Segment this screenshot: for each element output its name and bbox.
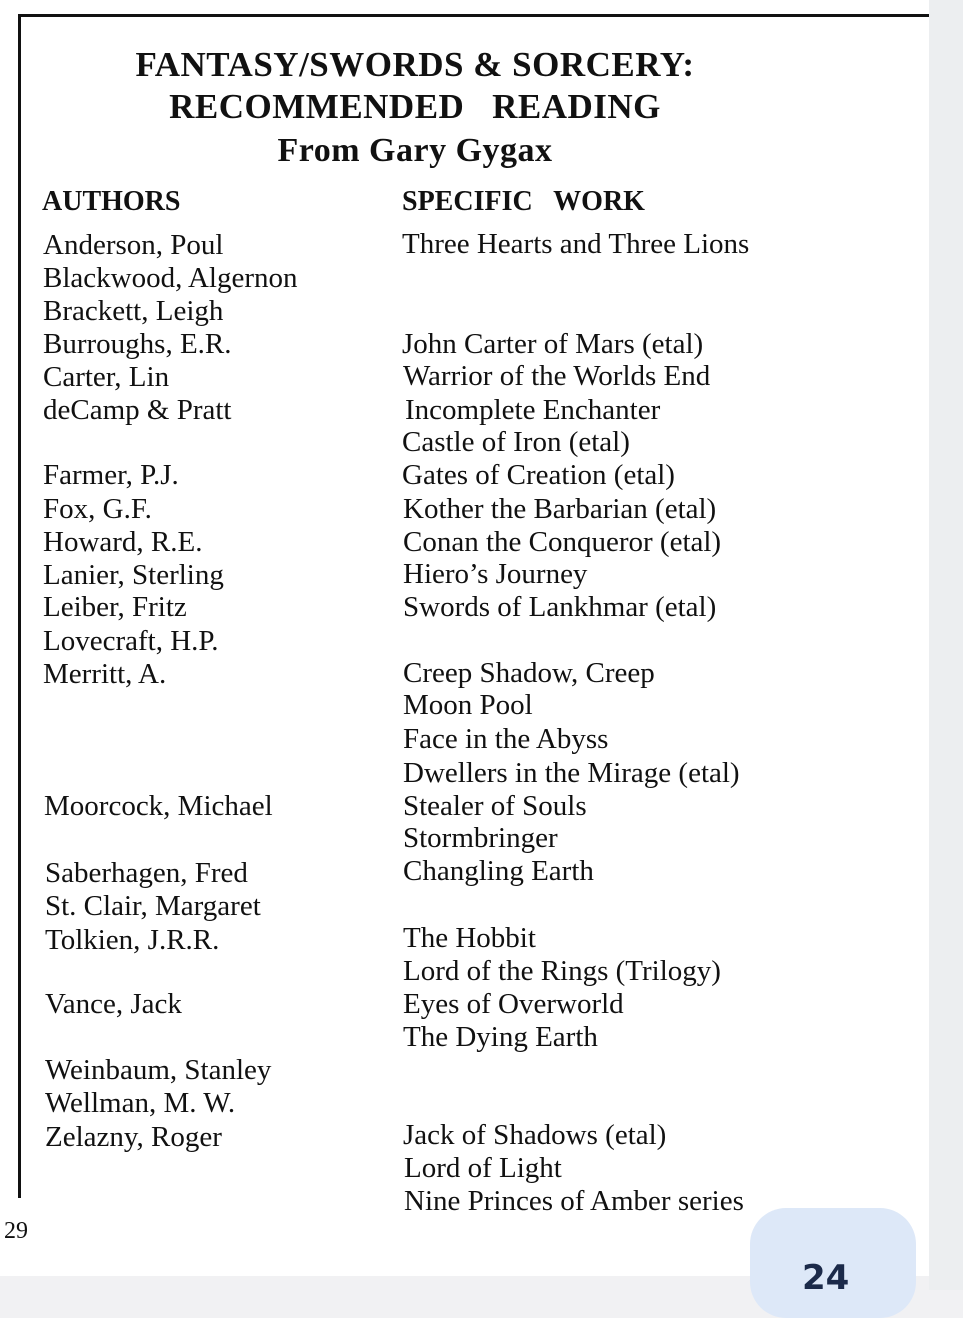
work-entry: Incomplete Enchanter [405,394,661,426]
work-entry: Hiero’s Journey [403,558,588,590]
document-title-line-1: FANTASY/SWORDS & SORCERY: [135,45,695,84]
work-entry: Eyes of Overworld [403,988,624,1020]
author-entry: Saberhagen, Fred [45,857,248,889]
author-entry: Anderson, Poul [43,229,224,261]
author-entry: Fox, G.F. [43,493,152,525]
work-entry: Castle of Iron (etal) [402,426,630,458]
page-number: 29 [4,1218,28,1244]
author-entry: Farmer, P.J. [43,459,179,491]
work-entry: Kother the Barbarian (etal) [403,493,717,525]
author-entry: deCamp & Pratt [43,394,232,426]
document-subtitle: From Gary Gygax [277,132,553,169]
work-entry: John Carter of Mars (etal) [402,328,704,360]
authors-column-header: AUTHORS [42,186,181,217]
author-entry: Carter, Lin [43,361,170,393]
work-entry: Conan the Conqueror (etal) [403,526,722,558]
work-entry: Stealer of Souls [403,790,587,822]
author-entry: Vance, Jack [45,988,182,1020]
author-entry: Burroughs, E.R. [43,328,232,360]
page-border-left [18,14,21,1198]
work-entry: The Hobbit [403,922,536,954]
work-entry: Nine Princes of Amber series [404,1185,744,1217]
author-entry: Moorcock, Michael [44,790,273,822]
author-entry: Tolkien, J.R.R. [45,924,220,956]
author-entry: Wellman, M. W. [45,1087,236,1119]
viewer-right-margin [929,0,963,1290]
author-entry: Leiber, Fritz [43,591,187,623]
work-entry: Stormbringer [403,822,558,854]
page-indicator-label: 24 [802,1258,850,1298]
author-entry: Weinbaum, Stanley [45,1054,272,1086]
author-entry: St. Clair, Margaret [45,890,261,922]
work-entry: Warrior of the Worlds End [403,360,711,392]
work-entry: Moon Pool [403,689,533,721]
work-entry: Lord of Light [404,1152,562,1184]
work-entry: Face in the Abyss [403,723,609,755]
work-entry: Lord of the Rings (Trilogy) [403,955,721,987]
page-border-top [18,14,930,17]
specific-work-column-header: SPECIFIC WORK [402,186,645,217]
work-entry: Creep Shadow, Creep [403,657,655,689]
work-entry: Jack of Shadows (etal) [403,1119,667,1151]
author-entry: Zelazny, Roger [45,1121,222,1153]
author-entry: Lovecraft, H.P. [43,625,219,657]
work-entry: Dwellers in the Mirage (etal) [403,757,740,789]
author-entry: Howard, R.E. [43,526,203,558]
author-entry: Brackett, Leigh [43,295,224,327]
author-entry: Blackwood, Algernon [43,262,298,294]
document-title-line-2: RECOMMENDED READING [169,87,661,126]
work-entry: The Dying Earth [403,1021,598,1053]
work-entry: Changling Earth [403,855,594,887]
author-entry: Lanier, Sterling [43,559,224,591]
work-entry: Three Hearts and Three Lions [402,228,750,260]
work-entry: Swords of Lankhmar (etal) [403,591,717,623]
author-entry: Merritt, A. [43,658,167,690]
work-entry: Gates of Creation (etal) [402,459,675,491]
